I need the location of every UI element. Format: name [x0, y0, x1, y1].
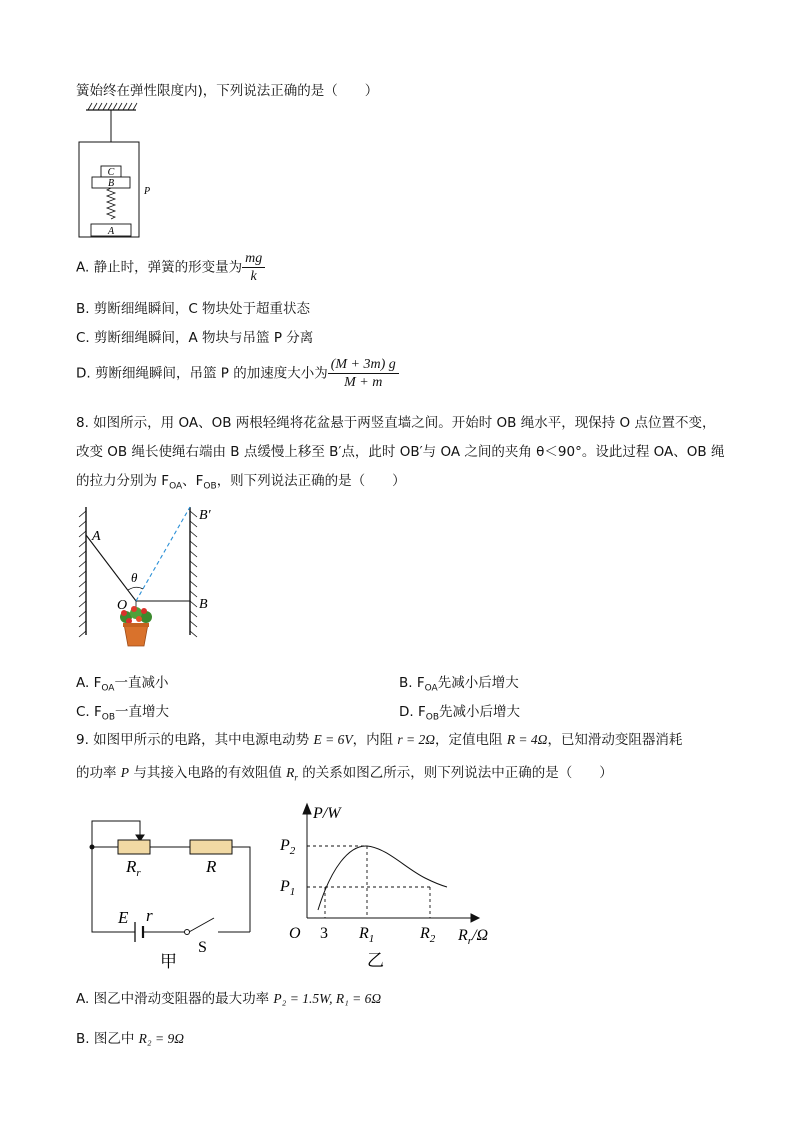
- q9-circuit-figure: [80, 815, 260, 975]
- q8-label-theta: θ: [131, 570, 138, 585]
- q9-graph-caption: 乙: [367, 951, 384, 970]
- q9-graph-origin: O: [289, 925, 301, 942]
- q7-option-d-text: D. 剪断细绳瞬间，吊篮 P 的加速度大小为: [76, 365, 328, 382]
- q8-label-b-prime: B′: [199, 508, 211, 523]
- q9-graph-r1: $R_1$: [359, 925, 375, 945]
- q8-option-c-sub: OB: [101, 712, 116, 723]
- q9-option-b-math: R₂ = 9Ω: [138, 1031, 184, 1046]
- q8-option-d: [399, 703, 520, 727]
- q7-option-d-fraction: [328, 356, 399, 391]
- q8-line3-c: ，则下列说法正确的是（ ）: [216, 473, 406, 489]
- q9-graph-ylabel: P/W: [313, 805, 341, 822]
- q9-circuit-label-r: R: [206, 857, 217, 876]
- q8-option-d-post: 先减小后增大: [439, 704, 521, 720]
- q9-l1-r: r = 2Ω: [397, 732, 436, 747]
- q8-option-b-post: 先减小后增大: [437, 675, 519, 691]
- q8-option-c-pre: C. F: [76, 704, 102, 720]
- q7-option-a-den: k: [250, 269, 257, 284]
- q7-option-c: C. 剪断细绳瞬间，A 物块与吊篮 P 分离: [76, 330, 314, 346]
- q9-circuit-label-e: E: [118, 908, 129, 927]
- q9-circuit-label-s: S: [198, 939, 207, 956]
- q8-option-c-post: 一直增大: [115, 704, 170, 720]
- q8-stem-line1: 8. 如图所示，用 OA、OB 两根轻绳将花盆悬于两竖直墙之间。开始时 OB 绳水平，现保持 O 点位置不变，: [76, 415, 716, 431]
- q8-line3-sub2: OB: [203, 481, 217, 492]
- q9-l2-p: P: [120, 765, 130, 780]
- q9-l1-emf: E = 6V: [313, 732, 353, 747]
- q9-graph-p1: $P_1$: [280, 878, 296, 898]
- q9-l1-c: ，定值电阻: [435, 732, 503, 748]
- q9-l1-resistance: R = 4Ω: [506, 732, 548, 747]
- q7-option-d-num: (M + 3m) g: [328, 356, 399, 374]
- q9-l1-a: 9. 如图甲所示的电路，其中电源电动势: [76, 732, 310, 748]
- q7-option-d: [76, 356, 399, 391]
- q8-option-a-sub: OA: [101, 683, 115, 694]
- q8-line3-b: 、F: [182, 473, 204, 489]
- q9-option-b: [76, 1030, 184, 1048]
- q7-option-a-text: A. 静止时，弹簧的形变量为: [76, 259, 243, 276]
- q9-l2-c: 的关系如图乙所示，则下列说法中正确的是（ ）: [302, 765, 613, 781]
- q8-option-b-pre: B. F: [399, 675, 425, 691]
- q9-option-a-pre: A. 图乙中滑动变阻器的最大功率: [76, 991, 270, 1007]
- q9-l2-b: 与其接入电路的有效阻值: [133, 765, 282, 781]
- q7-stem-tail: 簧始终在弹性限度内)，下列说法正确的是（ ）: [76, 83, 379, 99]
- q8-line3-a: 的拉力分别为 F: [76, 473, 170, 489]
- q9-option-a-math: P₂ = 1.5W, R₁ = 6Ω: [273, 991, 382, 1006]
- q7-option-d-den: M + m: [344, 375, 383, 390]
- q8-option-b: [399, 674, 519, 698]
- q9-l2-rr-sub: r: [294, 772, 298, 783]
- q9-graph-p2: $P_2$: [280, 837, 296, 857]
- q9-stem-line2: [76, 764, 613, 787]
- q9-graph-x3: 3: [320, 925, 328, 942]
- q9-power-graph: [275, 800, 505, 975]
- q9-l1-d: ，已知滑动变阻器消耗: [547, 732, 683, 748]
- q7-label-a: A: [107, 226, 115, 237]
- q9-graph-xlabel: $R_r/\Omega$: [458, 927, 489, 947]
- q8-option-a-pre: A. F: [76, 675, 102, 691]
- q8-stem-line3: [76, 472, 406, 496]
- q9-l1-b: ，内阻: [352, 732, 394, 748]
- q7-label-p: P: [144, 186, 151, 197]
- q8-option-d-sub: OB: [425, 712, 440, 723]
- q8-option-d-pre: D. F: [399, 704, 426, 720]
- q8-label-b: B: [199, 597, 208, 612]
- q8-line3-sub1: OA: [169, 481, 183, 492]
- q8-option-b-sub: OA: [424, 683, 438, 694]
- q9-graph-r2: $R_2$: [420, 925, 436, 945]
- q8-option-c: [76, 703, 169, 727]
- q7-option-a: [76, 250, 265, 285]
- q9-l2-a: 的功率: [76, 765, 117, 781]
- q8-option-a-post: 一直减小: [114, 675, 169, 691]
- q9-option-b-pre: B. 图乙中: [76, 1031, 135, 1047]
- q8-stem-line2: 改变 OB 绳长使绳右端由 B 点缓慢上移至 B′点，此时 OB′与 OA 之间的夹角 θ＜90°。设此过程 OA、OB 绳: [76, 444, 725, 460]
- q9-circuit-caption: 甲: [160, 952, 177, 971]
- q8-label-a: A: [92, 529, 101, 544]
- q7-option-b: B. 剪断细绳瞬间，C 物块处于超重状态: [76, 301, 311, 317]
- q9-stem-line1: [76, 731, 682, 749]
- q8-option-a: [76, 674, 168, 698]
- q7-label-b: B: [107, 178, 115, 189]
- q9-circuit-label-rr: $R_r$: [126, 857, 141, 879]
- q8-figure: [76, 505, 226, 660]
- q9-option-a: [76, 990, 381, 1008]
- q7-option-a-fraction: [242, 250, 265, 285]
- q7-option-a-num: mg: [242, 250, 265, 268]
- q9-l2-rr: R: [286, 765, 295, 780]
- q8-label-o: O: [117, 598, 128, 613]
- q7-label-c: C: [107, 167, 115, 178]
- q9-circuit-label-er: r: [146, 906, 153, 925]
- q7-figure: [76, 100, 176, 240]
